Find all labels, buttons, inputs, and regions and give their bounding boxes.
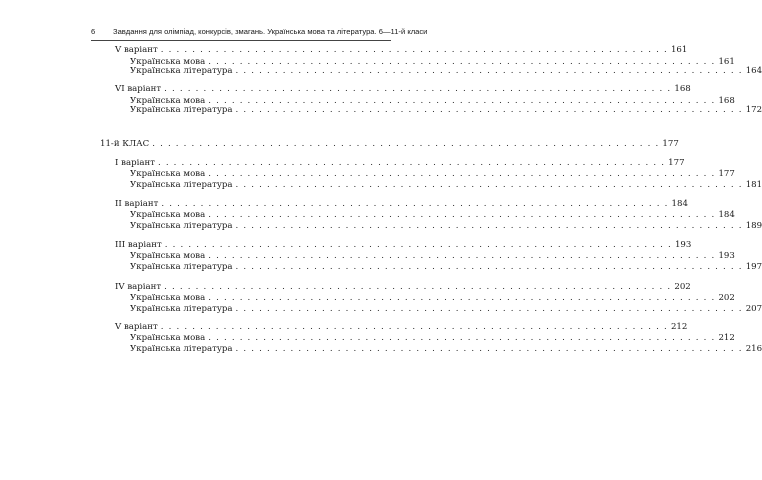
dot-leader xyxy=(164,84,671,95)
toc-entry-subject[interactable] xyxy=(130,180,762,191)
toc-entry-page: 212 xyxy=(670,322,688,332)
dot-leader xyxy=(236,221,743,232)
toc-entry-page: 212 xyxy=(718,333,735,343)
toc-entry-page: 161 xyxy=(718,57,735,67)
toc-entry-label: VI варіант xyxy=(115,84,162,94)
header-title: Завдання для олімпіад, конкурсів, змагань. Українська мова та література. 6—11-й класи xyxy=(113,27,428,36)
toc-entry-label: Українська література xyxy=(130,344,233,354)
dot-leader xyxy=(165,240,672,251)
dot-leader xyxy=(236,105,743,116)
header-page-number: 6 xyxy=(91,27,96,36)
dot-leader xyxy=(236,344,743,355)
toc-entry-label: Українська мова xyxy=(130,210,206,220)
toc-entry-page: 202 xyxy=(674,282,691,292)
toc-entry-subject[interactable] xyxy=(130,304,762,315)
toc-entry-variant[interactable] xyxy=(115,199,688,210)
dot-leader xyxy=(236,66,743,77)
toc-entry-label: III варіант xyxy=(115,240,162,250)
toc-entry-variant[interactable] xyxy=(115,240,692,251)
toc-entry-variant[interactable] xyxy=(115,282,691,293)
dot-leader xyxy=(161,322,668,333)
running-header xyxy=(91,26,428,41)
toc-entry-subject[interactable] xyxy=(130,221,762,232)
dot-leader xyxy=(208,169,715,180)
toc-entry-page: 197 xyxy=(745,262,762,272)
dot-leader xyxy=(164,282,671,293)
toc-entry-subject[interactable] xyxy=(130,344,762,355)
toc-entry-label: Українська література xyxy=(130,304,233,314)
toc-entry-page: 168 xyxy=(674,84,691,94)
dot-leader xyxy=(208,293,715,304)
toc-entry-label: Українська література xyxy=(130,221,233,231)
toc-entry-page: 184 xyxy=(718,210,735,220)
toc-entry-label: II варіант xyxy=(115,199,159,209)
toc-entry-variant[interactable] xyxy=(115,45,688,56)
toc-entry-page: 161 xyxy=(670,45,688,55)
toc-entry-label: Українська мова xyxy=(130,57,206,67)
toc-entry-label: Українська мова xyxy=(130,96,206,106)
toc-entry-page: 193 xyxy=(674,240,692,250)
toc-entry-page: 177 xyxy=(668,158,685,168)
toc-entry-subject[interactable] xyxy=(130,105,762,116)
toc-entry-subject[interactable] xyxy=(130,262,762,273)
dot-leader xyxy=(236,304,743,315)
toc-entry-subject[interactable] xyxy=(130,333,735,344)
toc-entry-variant[interactable] xyxy=(115,322,688,333)
toc-entry-label: I варіант xyxy=(115,158,155,168)
dot-leader xyxy=(236,180,743,191)
toc-entry-label: Українська література xyxy=(130,180,233,190)
dot-leader xyxy=(208,251,715,262)
dot-leader xyxy=(161,45,668,56)
toc-entry-subject[interactable] xyxy=(130,293,735,304)
toc-entry-page: 172 xyxy=(745,105,762,115)
toc-entry-page: 168 xyxy=(718,96,735,106)
toc-entry-page: 216 xyxy=(745,344,762,354)
toc-entry-page: 177 xyxy=(718,169,735,179)
toc-entry-subject[interactable] xyxy=(130,210,735,221)
toc-entry-page: 177 xyxy=(662,139,679,149)
toc-entry-page: 164 xyxy=(745,66,762,76)
dot-leader xyxy=(208,333,715,344)
toc-entry-page: 184 xyxy=(671,199,688,209)
toc-entry-page: 207 xyxy=(745,304,762,314)
toc-entry-label: Українська мова xyxy=(130,169,206,179)
toc-entry-page: 193 xyxy=(718,251,735,261)
toc-entry-variant[interactable] xyxy=(115,84,691,95)
toc-entry-grade[interactable] xyxy=(100,139,679,150)
toc-entry-page: 181 xyxy=(745,180,762,190)
toc-entry-label: Українська мова xyxy=(130,293,206,303)
toc-entry-subject[interactable] xyxy=(130,251,735,262)
dot-leader xyxy=(158,158,665,169)
dot-leader xyxy=(236,262,743,273)
toc-entry-label: Українська література xyxy=(130,262,233,272)
dot-leader xyxy=(152,139,659,150)
toc-entry-label: IV варіант xyxy=(115,282,162,292)
toc-entry-label: Українська література xyxy=(130,105,233,115)
toc-entry-label: V варіант xyxy=(115,45,158,55)
toc-entry-page: 189 xyxy=(745,221,762,231)
dot-leader xyxy=(161,199,668,210)
toc-entry-label: Українська література xyxy=(130,66,233,76)
toc-entry-label: V варіант xyxy=(115,322,158,332)
dot-leader xyxy=(208,210,715,221)
toc-entry-subject[interactable] xyxy=(130,66,762,77)
toc-entry-variant[interactable] xyxy=(115,158,685,169)
toc-entry-label: Українська мова xyxy=(130,251,206,261)
toc-entry-label: Українська мова xyxy=(130,333,206,343)
toc-entry-label: 11-й КЛАС xyxy=(100,139,150,149)
toc-entry-page: 202 xyxy=(718,293,735,303)
toc-entry-subject[interactable] xyxy=(130,169,735,180)
